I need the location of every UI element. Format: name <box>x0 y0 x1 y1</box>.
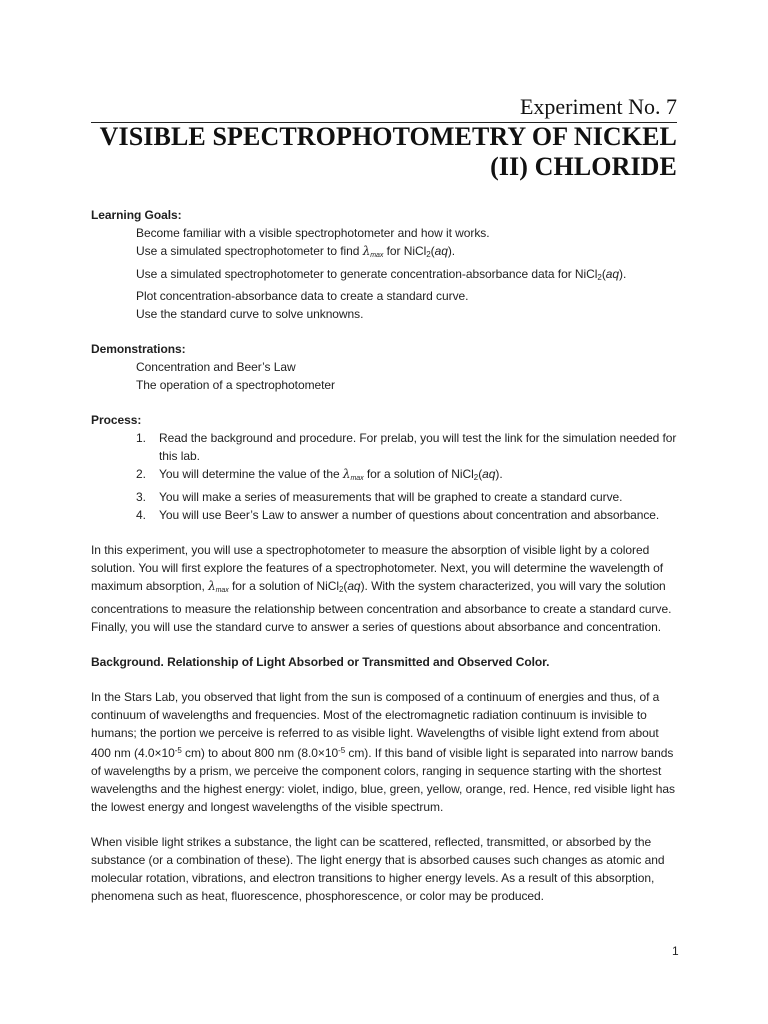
background-heading: Background. Relationship of Light Absorbed or Transmitted and Observed Color. <box>91 655 550 669</box>
title-line-1: VISIBLE SPECTROPHOTOMETRY OF NICKEL <box>99 122 677 151</box>
title-line-2: (II) CHLORIDE <box>490 152 677 181</box>
process-step: 2. You will determine the value of the $\lambda_{max}$ for a solution of NiCl$_2$(aq). <box>136 467 503 482</box>
learning-goals-heading: Learning Goals: <box>91 208 182 222</box>
demonstration-item: Concentration and Beer’s Law <box>136 360 296 374</box>
lambda-symbol: λ <box>362 244 371 258</box>
process-list <box>91 429 681 524</box>
page-number: 1 <box>672 944 679 958</box>
document-body <box>91 206 681 905</box>
max-subscript: max <box>350 475 364 482</box>
process-step: 3. You will make a series of measurements that will be graphed to create a standard curve. <box>136 490 623 504</box>
process-step: 4. You will use Beer’s Law to answer a number of questions about concentration and absorbance. <box>136 508 660 522</box>
learning-goal-item: Use a simulated spectrophotometer to find $\lambda_{max}$ for NiCl$_2$(aq). <box>136 244 456 259</box>
max-subscript: max <box>215 587 229 594</box>
page-title <box>77 122 677 182</box>
learning-goal-item: Use the standard curve to solve unknowns. <box>136 307 364 321</box>
learning-goal-item: Become familiar with a visible spectrophotometer and how it works. <box>136 226 490 240</box>
learning-goal-item: Use a simulated spectrophotometer to generate concentration-absorbance data for NiCl$_2$(aq). <box>136 267 627 282</box>
learning-goal-item: Plot concentration-absorbance data to create a standard curve. <box>136 289 469 303</box>
max-subscript: max <box>370 252 384 259</box>
demonstration-item: The operation of a spectrophotometer <box>136 378 335 392</box>
experiment-number: Experiment No. 7 <box>519 94 677 119</box>
lambda-symbol: λ <box>342 467 351 481</box>
background-paragraph-1: In the Stars Lab, you observed that light from the sun is composed of a continuum of energies and thus, of a continuum of wavelengths and frequencies. Most of the electromagnetic radiation continuum is invisible to humans; the portion we perceive is referred to as visible light. Wavelengths of visible light extend from about 400 nm ($4.0\times 10^{-5}$ cm) to about 800 nm ($8.0\times 10^{-5}$ cm). If this band of visible light is separated into narrow bands of wavelengths by a prism, we perceive the component colors, ranging in sequence starting with the shortest wavelengths and the highest energy: violet, indigo, blue, green, yellow, orange, red. Hence, red visible light has the lowest energy and longest wavelengths of the visible spectrum. <box>91 690 676 814</box>
demonstrations-heading: Demonstrations: <box>91 342 186 356</box>
process-step: 1. Read the background and procedure. For prelab, you will test the link for the simulation needed for this lab. <box>136 431 677 463</box>
intro-paragraph: In this experiment, you will use a spectrophotometer to measure the absorption of visible light by a colored solution. You will first explore the features of a spectrophotometer. Next, you will determine the wavelength of maximum absorption, $\lambda_{max}$ for a solution of NiCl$_2$(aq). With the system characterized, you will vary the solution concentrations to measure the relationship between concentration and absorbance to create a standard curve. Finally, you will use the standard curve to answer a series of questions about absorbance and concentration. <box>91 543 672 634</box>
background-paragraph-2: When visible light strikes a substance, the light can be scattered, reflected, transmitted, or absorbed by the substance (or a combination of these). The light energy that is absorbed causes such changes as atomic and molecular rotation, vibrations, and electron transitions to higher energy levels. As a result of this absorption, phenomena such as heat, fluorescence, phosphorescence, or color may be produced. <box>91 835 665 903</box>
lambda-symbol: λ <box>208 579 216 593</box>
process-heading: Process: <box>91 413 142 427</box>
